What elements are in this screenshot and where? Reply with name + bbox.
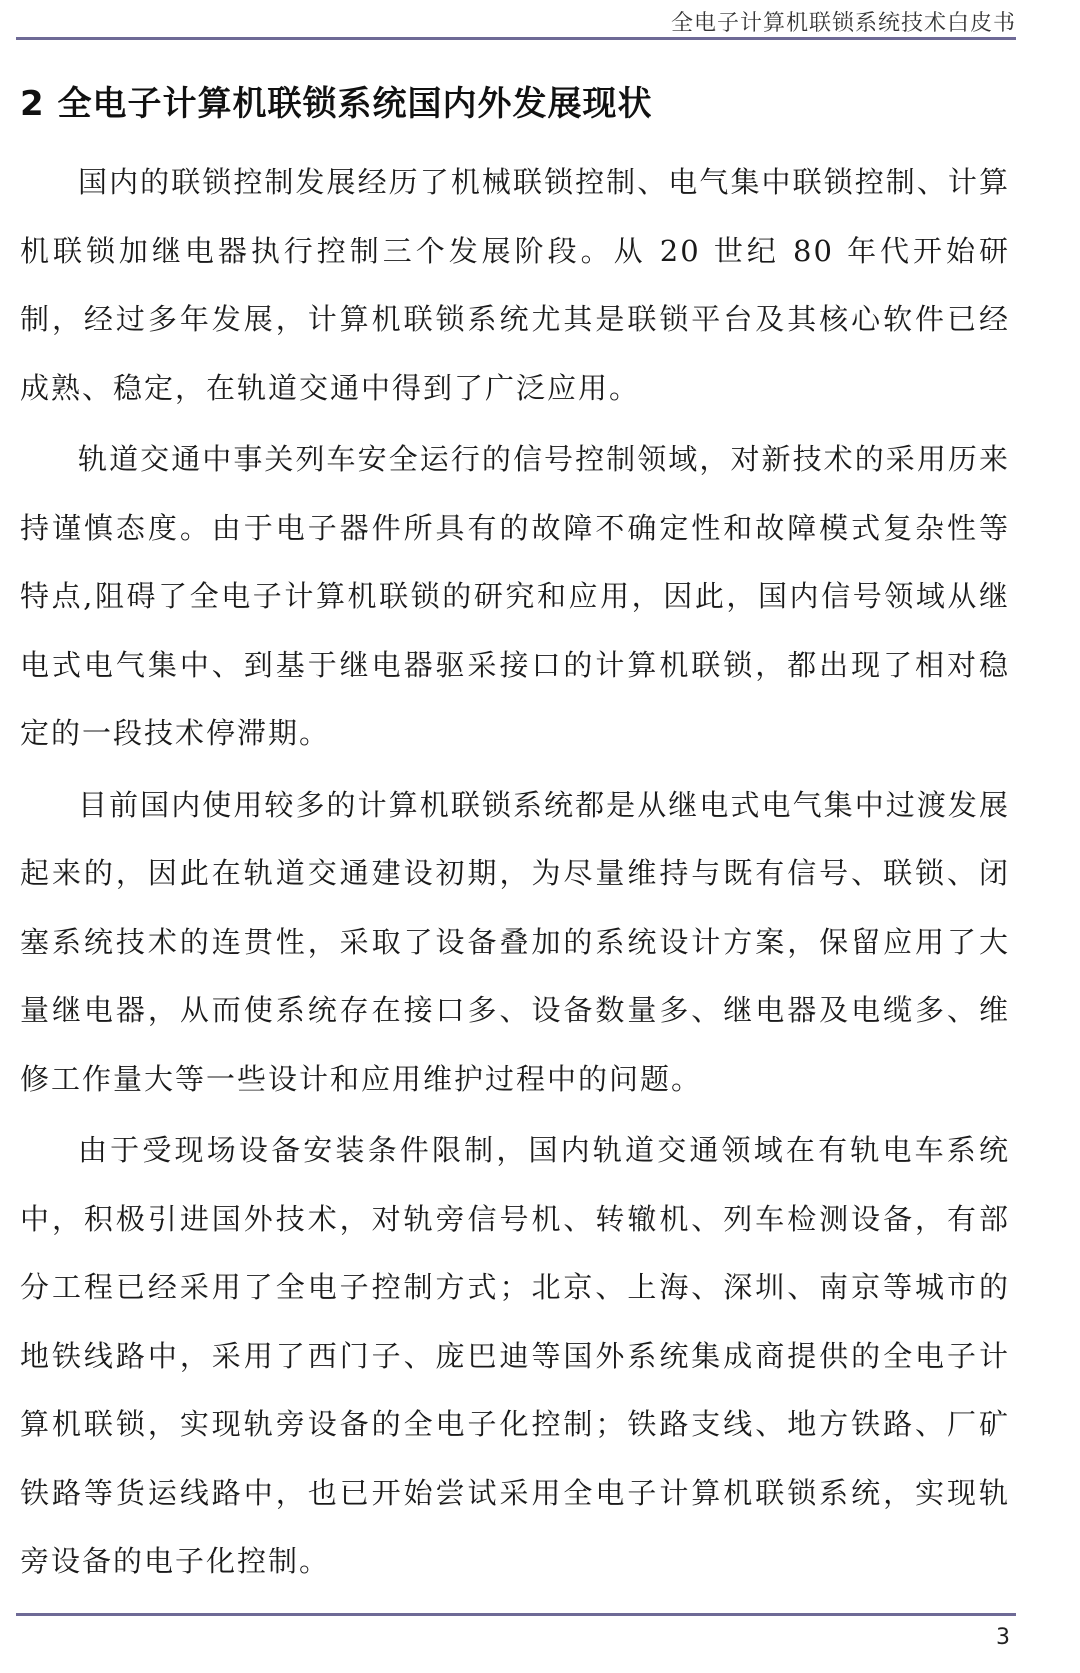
header-title: 全电子计算机联锁系统技术白皮书 bbox=[670, 11, 1016, 36]
paragraph: 目前国内使用较多的计算机联锁系统都是从继电式电气集中过渡发展起来的，因此在轨道交通建设初期，为尽量维持与既有信号、联锁、闭塞系统技术的连贯性，采取了设备叠加的系统设计方案，保留应用了大量继电器，从而使系统存在接口多、设备数量多、继电器及电缆多、维修工作量大等一些设计和应用维护过程中的问题。 bbox=[20, 787, 1010, 1096]
footer-divider bbox=[16, 1613, 1016, 1616]
section-heading: 2 全电子计算机联锁系统国内外发展现状 bbox=[20, 84, 653, 124]
paragraph: 国内的联锁控制发展经历了机械联锁控制、电气集中联锁控制、计算机联锁加继电器执行控制三个发展阶段。从 20 世纪 80 年代开始研制，经过多年发展，计算机联锁系统尤其是联锁平台及其核心软件已经成熟、稳定，在轨道交通中得到了广泛应用。 bbox=[20, 165, 1010, 405]
paragraph: 由于受现场设备安装条件限制，国内轨道交通领域在有轨电车系统中，积极引进国外技术，对轨旁信号机、转辙机、列车检测设备，有部分工程已经采用了全电子控制方式；北京、上海、深圳、南京等城市的地铁线路中，采用了西门子、庞巴迪等国外系统集成商提供的全电子计算机联锁，实现轨旁设备的全电子化控制；铁路支线、地方铁路、厂矿铁路等货运线路中，也已开始尝试采用全电子计算机联锁系统，实现轨旁设备的电子化控制。 bbox=[20, 1133, 1010, 1578]
header-divider bbox=[16, 37, 1016, 40]
page-number: 3 bbox=[996, 1625, 1010, 1650]
body-text bbox=[20, 148, 1010, 1599]
paragraph: 轨道交通中事关列车安全运行的信号控制领域，对新技术的采用历来持谨慎态度。由于电子器件所具有的故障不确定性和故障模式复杂性等特点,阻碍了全电子计算机联锁的研究和应用，因此，国内信号领域从继电式电气集中、到基于继电器驱采接口的计算机联锁，都出现了相对稳定的一段技术停滞期。 bbox=[20, 442, 1010, 750]
